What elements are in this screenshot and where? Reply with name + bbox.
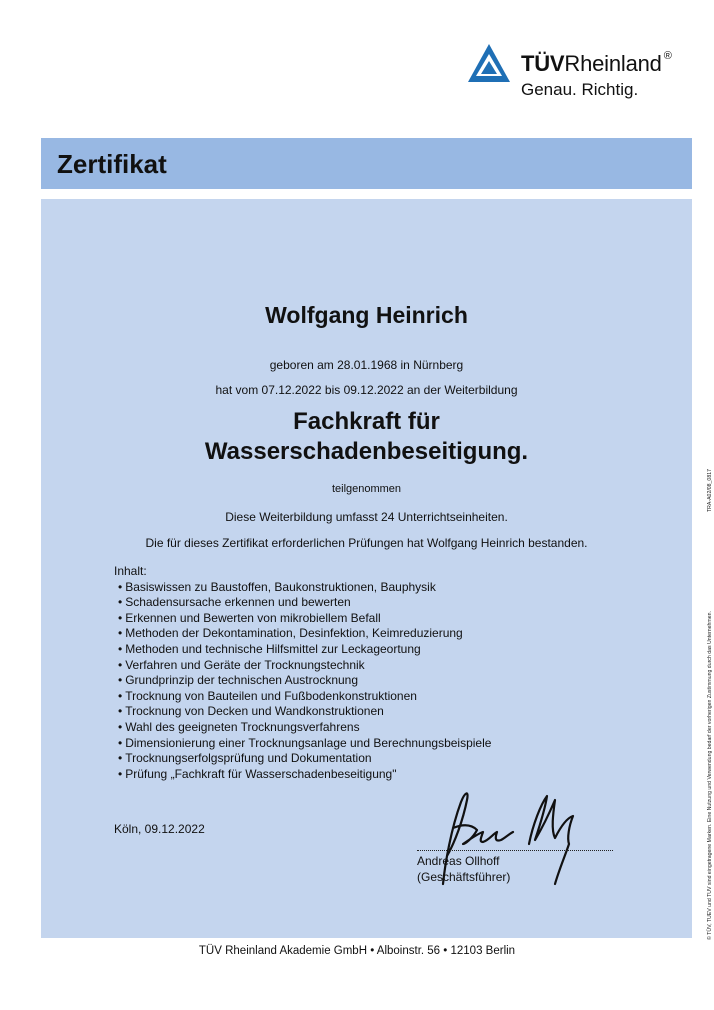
list-item: • Erkennen und Bewerten von mikrobiellem Befall [114,611,491,627]
exam-passed-statement: Die für dieses Zertifikat erforderlichen Prüfungen hat Wolfgang Heinrich bestanden. [145,536,588,550]
place-date: Köln, 09.12.2022 [114,822,205,836]
signature-line [417,850,613,851]
tuv-triangle-icon [466,42,512,84]
document-code: TRA-A02/08_0817 [707,469,713,512]
list-item: • Grundprinzip der technischen Austrocknung [114,673,491,689]
logo-brand-bold: TÜV [521,51,565,76]
signer-name: Andreas Ollhoff [417,854,500,868]
content-heading: Inhalt: [114,564,147,578]
page-title: Zertifikat [57,149,167,179]
logo-brand [521,51,672,77]
attendance-period: hat vom 07.12.2022 bis 09.12.2022 an der Weiterbildung [215,383,518,397]
list-item: • Prüfung „Fachkraft für Wasserschadenbeseitigung" [114,767,491,783]
recipient-name: Wolfgang Heinrich [265,302,468,328]
list-item: • Methoden und technische Hilfsmittel zur Leckageortung [114,642,491,658]
content-section [114,564,491,782]
list-item: • Trocknungserfolgsprüfung und Dokumentation [114,751,491,767]
course-title [41,407,692,467]
list-item: • Methoden der Dekontamination, Desinfektion, Keimreduzierung [114,626,491,642]
logo-tagline: Genau. Richtig. [521,80,639,99]
signer-role: (Geschäftsführer) [417,870,511,884]
list-item: • Schadensursache erkennen und bewerten [114,595,491,611]
header-band [41,138,692,189]
list-item: • Basiswissen zu Baustoffen, Baukonstruktionen, Bauphysik [114,580,491,596]
list-item: • Wahl des geeigneten Trocknungsverfahrens [114,720,491,736]
registered-mark: ® [663,50,672,62]
training-units: Diese Weiterbildung umfasst 24 Unterrichtseinheiten. [225,510,508,524]
participated-text: teilgenommen [331,483,402,495]
certificate-panel [41,199,692,938]
list-item: • Trocknung von Bauteilen und Fußbodenkonstruktionen [114,689,491,705]
footer-address: TÜV Rheinland Akademie GmbH • Alboinstr. 56 • 12103 Berlin [198,945,516,957]
legal-note: © TÜV, TUEV und TUV sind eingetragene Marken. Eine Nutzung und Verwendung bedarf der vorherigen Zustimmung durch das Unternehmen. [707,611,713,940]
logo-brand-regular: Rheinland [564,51,662,76]
list-item: • Dimensionierung einer Trocknungsanlage und Berechnungsbeispiele [114,736,491,752]
content-list [114,580,491,783]
list-item: • Verfahren und Geräte der Trocknungstechnik [114,658,491,674]
signer-block [417,853,510,885]
course-title-line-1: Fachkraft für [293,408,440,435]
tuv-rheinland-logo [466,42,706,104]
birth-info: geboren am 28.01.1968 in Nürnberg [269,358,464,372]
course-title-line-2: Wasserschadenbeseitigung. [204,438,529,465]
list-item: • Trocknung von Decken und Wandkonstruktionen [114,704,491,720]
